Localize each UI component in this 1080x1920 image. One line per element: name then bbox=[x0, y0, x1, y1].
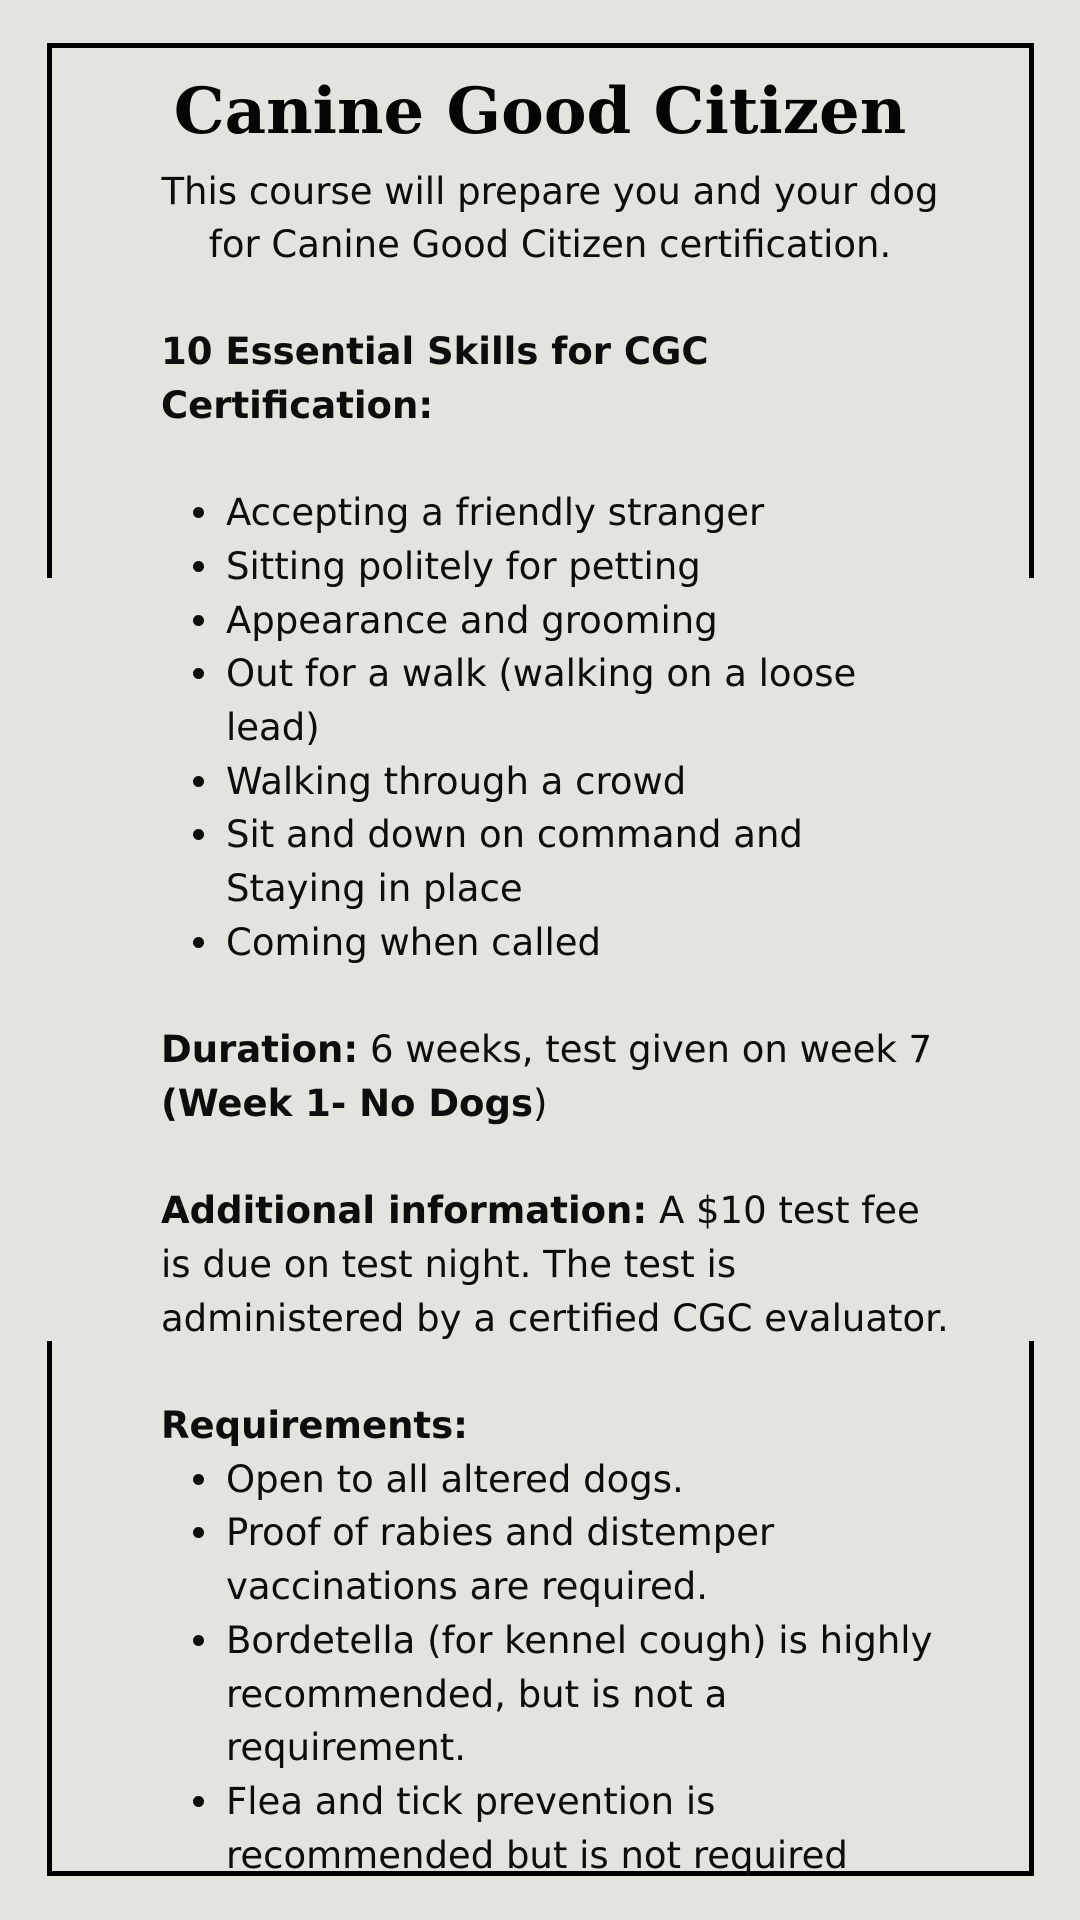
frame-border-left-lower bbox=[47, 1341, 52, 1876]
duration-note: (Week 1- No Dogs) bbox=[161, 1081, 548, 1125]
requirements-heading: Requirements: bbox=[161, 1404, 468, 1447]
list-item: Sit and down on command and Staying in place bbox=[226, 808, 951, 915]
list-item: Appearance and grooming bbox=[226, 594, 951, 648]
duration-text: 6 weeks, test given on week 7 bbox=[358, 1028, 933, 1072]
frame-border-right-lower bbox=[1029, 1341, 1034, 1876]
list-item: Coming when called bbox=[226, 916, 951, 970]
intro-text: This course will prepare you and your dog for Canine Good Citizen certification. bbox=[161, 170, 939, 266]
duration-label: Duration: bbox=[161, 1028, 359, 1072]
frame-border-top bbox=[47, 43, 1034, 48]
list-item: Accepting a friendly stranger bbox=[226, 486, 951, 540]
additional-label: Additional information: bbox=[161, 1189, 648, 1233]
skills-list bbox=[161, 486, 951, 969]
list-item: Bordetella (for kennel cough) is highly recommended, but is not a requirement. bbox=[226, 1614, 951, 1775]
duration-info bbox=[161, 1023, 951, 1077]
list-item: Flea and tick prevention is recommended but is not required bbox=[226, 1775, 951, 1882]
list-item: Walking through a crowd bbox=[226, 755, 951, 809]
list-item: Out for a walk (walking on a loose lead) bbox=[226, 647, 951, 754]
additional-text: A $10 test fee is due on test night. The test is administered by a certified CGC evaluator. bbox=[161, 1189, 949, 1340]
skills-heading: 10 Essential Skills for CGC Certification: bbox=[161, 330, 709, 427]
additional-info bbox=[161, 1184, 951, 1345]
page-title: Canine Good Citizen bbox=[173, 74, 907, 149]
course-details bbox=[161, 325, 951, 1882]
requirements-list bbox=[161, 1453, 951, 1883]
list-item: Sitting politely for petting bbox=[226, 540, 951, 594]
duration-note-bold: Week 1- No Dogs bbox=[177, 1081, 533, 1125]
list-item: Proof of rabies and distemper vaccinations are required. bbox=[226, 1506, 951, 1613]
list-item: Open to all altered dogs. bbox=[226, 1453, 951, 1507]
